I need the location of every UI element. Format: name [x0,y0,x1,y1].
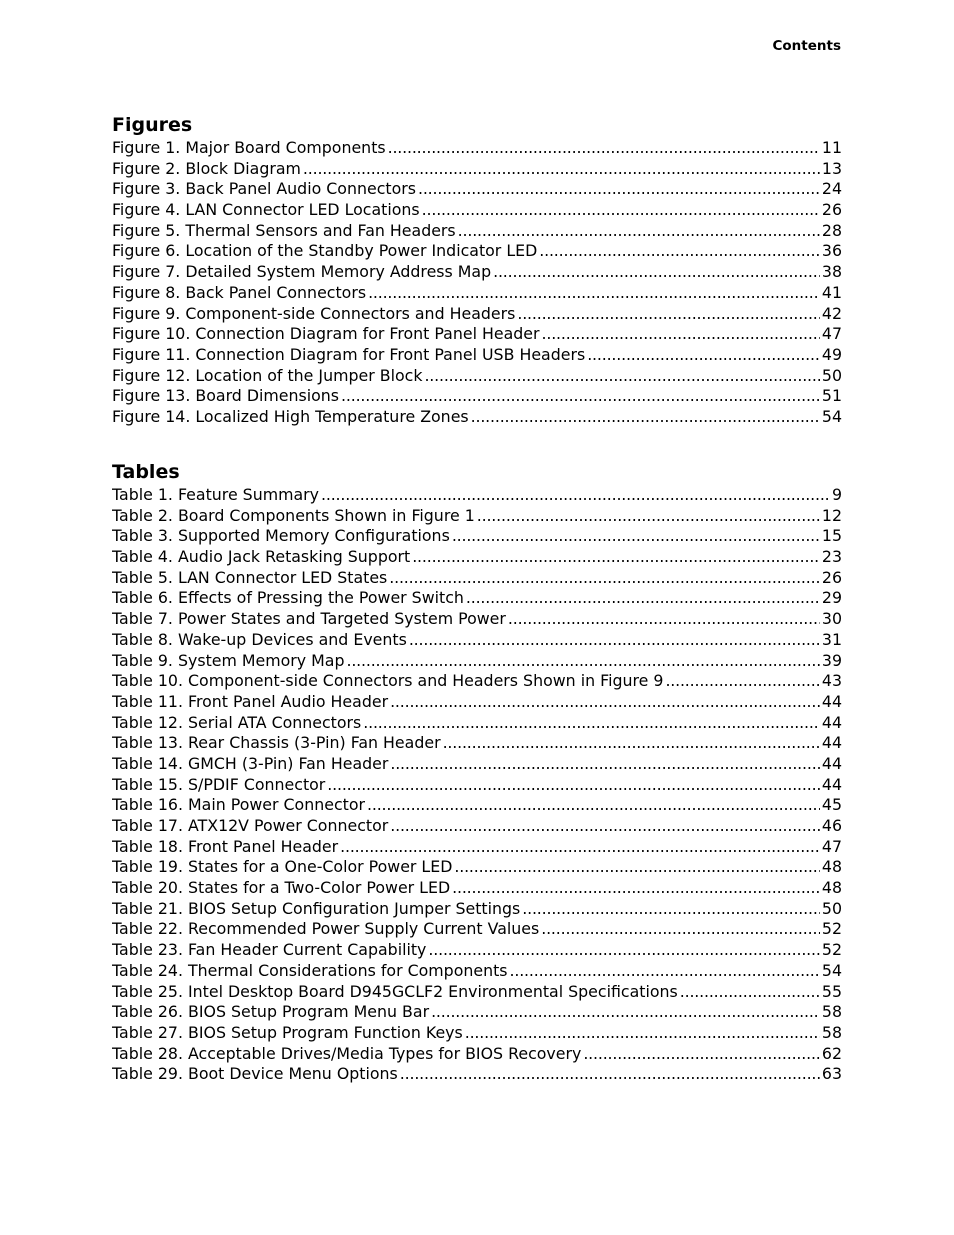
dot-leader [452,526,820,547]
entry-label: Table 19. States for a One-Color Power LED [112,857,453,877]
figure-entry[interactable] [112,262,842,283]
entry-page-number: 58 [821,1002,842,1022]
table-entry[interactable] [112,837,842,858]
dot-leader [428,940,819,961]
figure-entry[interactable] [112,159,842,180]
entry-page-number: 50 [821,898,842,918]
dot-leader [422,200,820,221]
figure-entry[interactable] [112,407,842,428]
entry-label: Figure 13. Board Dimensions [112,386,340,406]
entry-label: Table 14. GMCH (3-Pin) Fan Header [112,753,389,773]
table-entry[interactable] [112,526,842,547]
figures-list [112,138,842,428]
dot-leader [418,179,820,200]
dot-leader [522,899,820,920]
dot-leader [390,754,820,775]
entry-label: Table 21. BIOS Setup Configuration Jumper Settings [112,898,521,918]
entry-label: Table 16. Main Power Connector [112,795,366,815]
dot-leader [340,837,820,858]
dot-leader [465,1023,820,1044]
entry-page-number: 62 [821,1043,842,1063]
entry-label: Table 11. Front Panel Audio Header [112,691,389,711]
table-entry[interactable] [112,609,842,630]
figure-entry[interactable] [112,179,842,200]
dot-leader [341,386,820,407]
table-entry[interactable] [112,899,842,920]
entry-label: Figure 11. Connection Diagram for Front Panel USB Headers [112,344,586,364]
table-entry[interactable] [112,1064,842,1085]
entry-label: Table 4. Audio Jack Retasking Support [112,547,411,567]
entry-label: Figure 10. Connection Diagram for Front Panel Header [112,324,540,344]
table-entry[interactable] [112,919,842,940]
dot-leader [390,692,820,713]
entry-page-number: 42 [821,303,842,323]
entry-label: Figure 3. Back Panel Audio Connectors [112,179,416,199]
entry-label: Table 10. Component-side Connectors and Headers Shown in Figure 9 [112,671,664,691]
entry-page-number: 13 [821,158,842,178]
entry-page-number: 46 [821,816,842,835]
dot-leader [471,407,820,428]
entry-page-number: 54 [821,960,842,980]
entry-label: Figure 4. LAN Connector LED Locations [112,200,420,220]
entry-label: Figure 12. Location of the Jumper Block [112,365,423,385]
entry-label: Figure 6. Location of the Standby Power Indicator LED [112,241,538,261]
table-entry[interactable] [112,857,842,878]
table-entry[interactable] [112,588,842,609]
dot-leader [665,671,819,692]
entry-label: Table 12. Serial ATA Connectors [112,712,362,732]
table-entry[interactable] [112,630,842,651]
dot-leader [400,1064,820,1085]
dot-leader [431,1002,820,1023]
entry-page-number: 28 [821,220,842,240]
entry-label: Table 22. Recommended Power Supply Current Values [112,919,540,939]
entry-page-number: 45 [821,795,842,815]
figure-entry[interactable] [112,366,842,387]
dot-leader [493,262,820,283]
dot-leader [517,304,820,325]
entry-page-number: 44 [821,733,842,753]
dot-leader [541,919,820,940]
table-entry[interactable] [112,671,842,692]
entry-page-number: 23 [821,547,842,567]
table-entry[interactable] [112,961,842,982]
table-entry[interactable] [112,506,842,527]
figure-entry[interactable] [112,138,842,159]
entry-page-number: 26 [821,567,842,587]
entry-label: Table 3. Supported Memory Configurations [112,526,450,546]
dot-leader [508,609,820,630]
entry-label: Table 25. Intel Desktop Board D945GCLF2 Environmental Specifications [112,981,678,1001]
figure-entry[interactable] [112,241,842,262]
running-header: Contents [772,38,841,54]
table-entry[interactable] [112,485,842,506]
figure-entry[interactable] [112,221,842,242]
entry-page-number: 48 [821,878,842,898]
tables-heading: Tables [112,461,180,483]
entry-label: Table 2. Board Components Shown in Figure 1 [112,505,475,525]
entry-page-number: 44 [821,712,842,732]
dot-leader [680,982,820,1003]
dot-leader [539,241,820,262]
entry-page-number: 9 [831,485,842,504]
entry-label: Table 7. Power States and Targeted System Power [112,609,506,629]
entry-page-number: 48 [821,857,842,877]
dot-leader [452,878,820,899]
entry-page-number: 12 [821,505,842,525]
dot-leader [389,568,820,589]
entry-page-number: 55 [821,981,842,1001]
table-entry[interactable] [112,692,842,713]
entry-page-number: 44 [821,774,842,794]
entry-page-number: 51 [821,386,842,406]
table-entry[interactable] [112,940,842,961]
dot-leader [477,506,820,527]
entry-page-number: 15 [821,526,842,546]
table-entry[interactable] [112,754,842,775]
dot-leader [587,345,820,366]
table-entry[interactable] [112,816,842,837]
entry-label: Figure 9. Component-side Connectors and Headers [112,303,516,323]
dot-leader [367,795,820,816]
dot-leader [454,857,820,878]
entry-label: Table 9. System Memory Map [112,650,345,670]
entry-label: Table 18. Front Panel Header [112,836,339,856]
entry-page-number: 38 [821,262,842,282]
table-entry[interactable] [112,982,842,1003]
entry-label: Table 6. Effects of Pressing the Power Switch [112,588,464,608]
dot-leader [412,547,820,568]
entry-label: Table 28. Acceptable Drives/Media Types for BIOS Recovery [112,1043,582,1063]
entry-page-number: 58 [821,1022,842,1042]
dot-leader [424,366,819,387]
dot-leader [510,961,820,982]
entry-page-number: 49 [821,344,842,364]
table-entry[interactable] [112,651,842,672]
entry-label: Table 29. Boot Device Menu Options [112,1064,398,1084]
dot-leader [368,283,820,304]
figures-section [112,112,842,428]
table-entry[interactable] [112,713,842,734]
dot-leader [303,159,820,180]
table-entry[interactable] [112,547,842,568]
entry-page-number: 52 [821,940,842,960]
entry-label: Table 1. Feature Summary [112,485,320,504]
entry-page-number: 47 [821,324,842,344]
dot-leader [583,1044,820,1065]
dot-leader [327,775,820,796]
entry-label: Figure 5. Thermal Sensors and Fan Headers [112,220,456,240]
entry-page-number: 50 [821,365,842,385]
table-entry[interactable] [112,775,842,796]
dot-leader [542,324,820,345]
entry-label: Table 24. Thermal Considerations for Components [112,960,508,980]
entry-label: Figure 1. Major Board Components [112,138,386,157]
figure-entry[interactable] [112,304,842,325]
entry-page-number: 44 [821,691,842,711]
entry-page-number: 24 [821,179,842,199]
entry-page-number: 47 [821,836,842,856]
entry-page-number: 11 [821,138,842,157]
entry-page-number: 31 [821,629,842,649]
entry-page-number: 63 [821,1064,842,1084]
entry-label: Figure 2. Block Diagram [112,158,301,178]
figure-entry[interactable] [112,345,842,366]
dot-leader [443,733,820,754]
entry-label: Table 8. Wake-up Devices and Events [112,629,407,649]
entry-page-number: 44 [821,753,842,773]
figure-entry[interactable] [112,283,842,304]
dot-leader [388,138,820,159]
tables-list [112,485,842,1085]
tables-section [112,459,842,1085]
entry-label: Table 23. Fan Header Current Capability [112,940,427,960]
figure-entry[interactable] [112,386,842,407]
entry-label: Figure 14. Localized High Temperature Zones [112,406,469,426]
entry-page-number: 41 [821,282,842,302]
entry-label: Table 13. Rear Chassis (3-Pin) Fan Header [112,733,441,753]
table-entry[interactable] [112,1023,842,1044]
entry-page-number: 39 [821,650,842,670]
entry-page-number: 54 [821,406,842,426]
dot-leader [390,816,820,837]
entry-page-number: 52 [821,919,842,939]
entry-page-number: 29 [821,588,842,608]
table-entry[interactable] [112,568,842,589]
entry-label: Table 5. LAN Connector LED States [112,567,388,587]
dot-leader [363,713,820,734]
dot-leader [466,588,820,609]
entry-label: Figure 7. Detailed System Memory Address Map [112,262,492,282]
dot-leader [347,651,820,672]
table-entry[interactable] [112,733,842,754]
entry-label: Figure 8. Back Panel Connectors [112,282,367,302]
table-entry[interactable] [112,1044,842,1065]
entry-label: Table 27. BIOS Setup Program Function Keys [112,1022,463,1042]
table-entry[interactable] [112,878,842,899]
figure-entry[interactable] [112,324,842,345]
dot-leader [458,221,820,242]
entry-page-number: 43 [821,671,842,691]
entry-label: Table 15. S/PDIF Connector [112,774,326,794]
dot-leader [321,485,830,506]
entry-label: Table 17. ATX12V Power Connector [112,816,389,835]
figure-entry[interactable] [112,200,842,221]
dot-leader [409,630,820,651]
table-entry[interactable] [112,1002,842,1023]
entry-label: Table 26. BIOS Setup Program Menu Bar [112,1002,430,1022]
entry-page-number: 26 [821,200,842,220]
entry-label: Table 20. States for a Two-Color Power LED [112,878,451,898]
entry-page-number: 36 [821,241,842,261]
table-entry[interactable] [112,795,842,816]
entry-page-number: 30 [821,609,842,629]
figures-heading: Figures [112,114,193,136]
